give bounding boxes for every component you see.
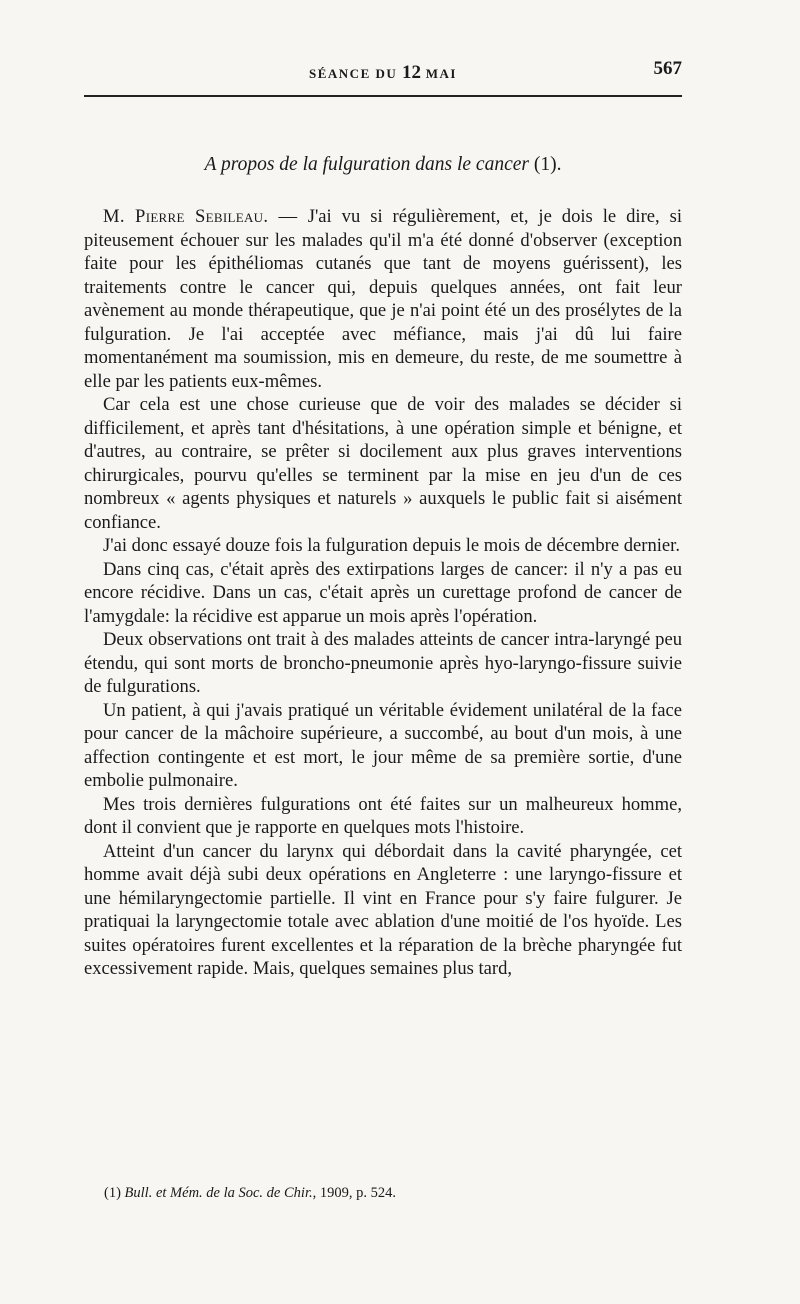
- article-title-footnote-ref: (1).: [528, 154, 562, 175]
- running-title-day: 12: [402, 62, 422, 83]
- footnote-details: , 1909, p. 524.: [312, 1185, 396, 1201]
- paragraph: Mes trois dernières fulgurations ont été faites sur un malheureux homme, dont il convient que je rapporte en quelques mots l'histoire.: [84, 793, 682, 838]
- paragraph: Deux observations ont trait à des malades atteints de cancer intra-laryngé peu étendu, qui sont morts de broncho-pneumonie après hyo-laryngo-fissure suivie de fulgurations.: [84, 629, 682, 697]
- paragraph: Dans cinq cas, c'était après des extirpations larges de cancer: il n'y a pas eu encore récidive. Dans un cas, c'était après un curettage profond de cancer de l'amygdale: la récidive est apparue un mois après l'opération.: [84, 558, 682, 627]
- header-rule: [84, 95, 682, 97]
- speaker: [103, 206, 308, 227]
- speaker-name: Pierre Sebileau: [135, 206, 264, 227]
- speaker-prefix: M.: [103, 206, 136, 227]
- footnote-marker: (1): [104, 1185, 125, 1201]
- speaker-dash: . —: [263, 206, 308, 227]
- paragraph: J'ai donc essayé douze fois la fulguration depuis le mois de décembre dernier.: [103, 535, 680, 556]
- running-title-suffix: MAI: [421, 66, 457, 81]
- paragraph-text: J'ai vu si régulièrement, et, je dois le dire, si piteusement échouer sur les malades qu'il m'a été donné d'observer (exception faite pour les épithéliomas cutanés que tant de moyens guérissent), les traitements contre le cancer qui, depuis quelques années, ont fait leur avènement au monde thérapeutique, que je n'ai point été un des prosélytes de la fulguration. Je l'ai acceptée avec méfiance, mais j'ai dû lui faire momentanément ma soumission, mis en demeure, du reste, de me soumettre à elle par les patients eux-mêmes.: [84, 206, 683, 392]
- paragraph: Atteint d'un cancer du larynx qui débordait dans la cavité pharyngée, cet homme avait déjà subi deux opérations en Angleterre : une laryngo-fissure et une hémilaryngectomie partielle. Il vint en France pour s'y faire fulgurer. Je pratiquai la laryngectomie totale avec ablation d'une moitié de l'os hyoïde. Les suites opératoires furent excellentes et la réparation de la brèche pharyngée fut excessivement rapide. Mais, quelques semaines plus tard,: [84, 840, 682, 979]
- article-title-text: A propos de la fulguration dans le cancer: [204, 154, 529, 175]
- page-number: 567: [653, 58, 682, 79]
- footnote-source: Bull. et Mém. de la Soc. de Chir.: [124, 1185, 313, 1201]
- running-title: [84, 62, 682, 84]
- article-body: [84, 205, 682, 981]
- footnote: [104, 1185, 664, 1202]
- article-title: [84, 154, 682, 176]
- running-title-prefix: SÉANCE DU: [309, 66, 403, 81]
- paragraph: Un patient, à qui j'avais pratiqué un véritable évidement unilatéral de la face pour cancer de la mâchoire supérieure, a succombé, au bout d'un mois, à une affection contingente et est mort, le jour même de sa première sortie, d'une embolie pulmonaire.: [84, 699, 682, 791]
- paragraph: [84, 205, 682, 393]
- running-header: [84, 58, 682, 84]
- paragraph: Car cela est une chose curieuse que de voir des malades se décider si difficilement, et après tant d'hésitations, à une opération simple et bénigne, et d'autres, au contraire, se prêter si docilement aux plus graves interventions chirurgicales, pourvu qu'elles se terminent par la mise en jeu d'un de ces nombreux « agents physiques et naturels » auxquels le public fait si aisément confiance.: [84, 394, 682, 533]
